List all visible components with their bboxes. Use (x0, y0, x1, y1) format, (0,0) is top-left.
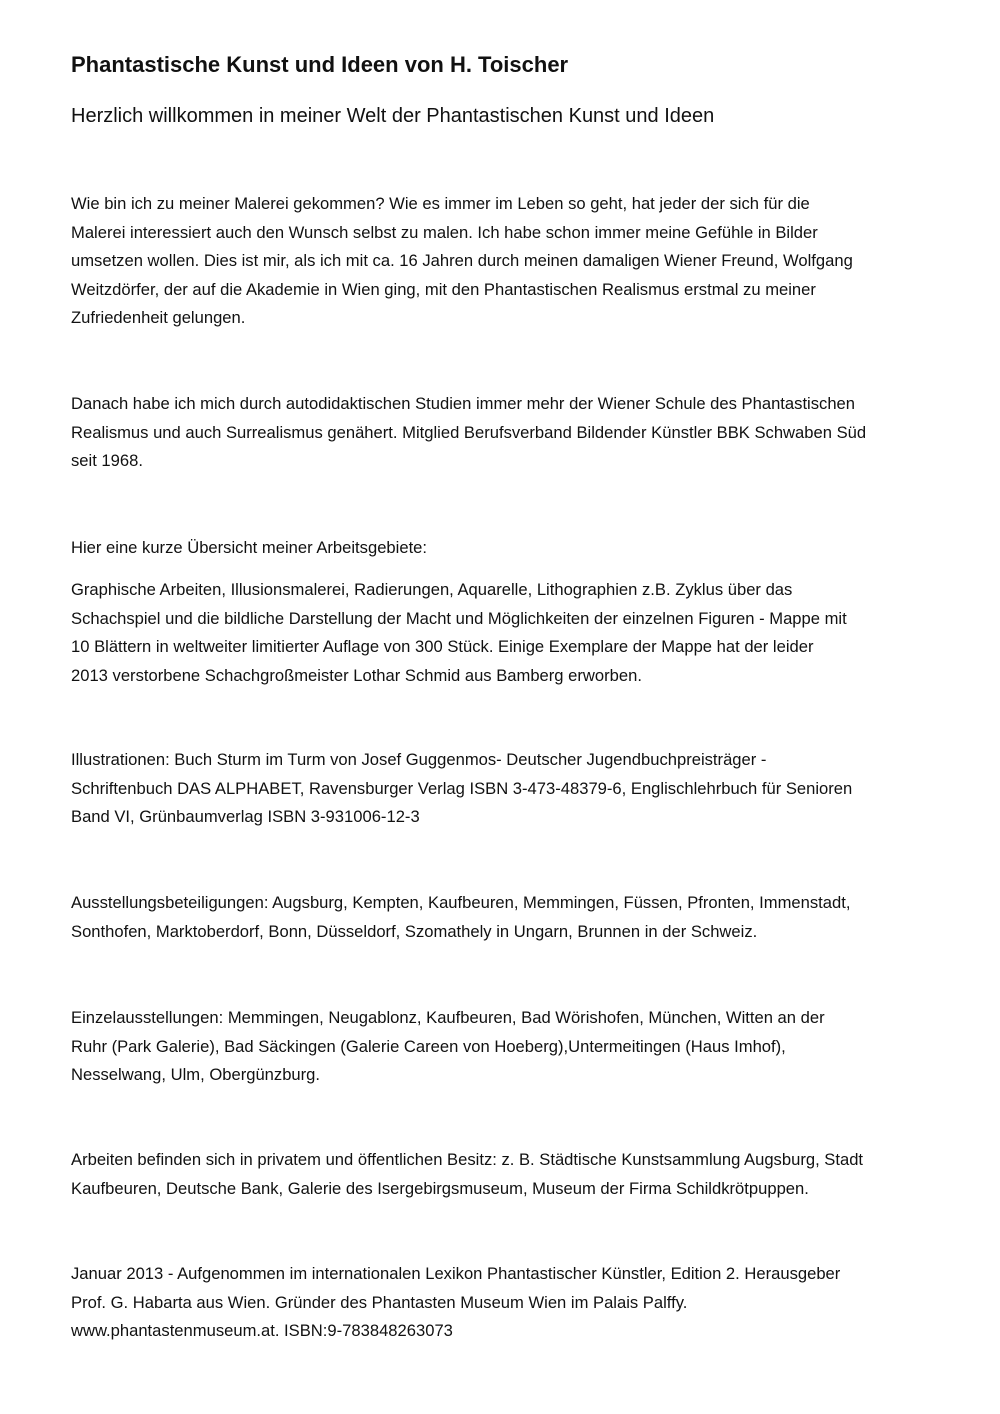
paragraph-line: Ruhr (Park Galerie), Bad Säckingen (Galerie Careen von Hoeberg),Untermeitingen (Haus Imhof), (71, 1036, 786, 1056)
paragraph-line: Kaufbeuren, Deutsche Bank, Galerie des Isergebirgsmuseum, Museum der Firma Schildkrötpuppen. (71, 1178, 809, 1198)
paragraph-line: Prof. G. Habarta aus Wien. Gründer des Phantasten Museum Wien im Palais Palffy. (71, 1292, 688, 1312)
paragraph-line: Danach habe ich mich durch autodidaktischen Studien immer mehr der Wiener Schule des Phantastischen (71, 394, 856, 413)
paragraph-overview-heading (71, 534, 427, 563)
paragraph-intro (71, 190, 853, 333)
paragraph-line: Zufriedenheit gelungen. (71, 308, 246, 327)
paragraph-line: 10 Blättern in weltweiter limitierter Auflage von 300 Stück. Einige Exemplare der Mappe hat der leider (71, 637, 814, 656)
paragraph-line: Schachspiel und die bildliche Darstellung der Macht und Möglichkeiten der einzelnen Figuren - Mappe mit (71, 608, 847, 628)
paragraph-illustrations (71, 746, 852, 832)
paragraph-line: Band VI, Grünbaumverlag ISBN 3-931006-12-3 (71, 807, 420, 826)
paragraph-line: Weitzdörfer, der auf die Akademie in Wien ging, mit den Phantastischen Realismus erstmal zu meiner (71, 279, 816, 299)
paragraph-solo-exhibitions (71, 1004, 825, 1090)
paragraph-line: Malerei interessiert auch den Wunsch selbst zu malen. Ich habe schon immer meine Gefühle in Bilder (71, 222, 818, 242)
paragraph-studies (71, 390, 866, 476)
paragraph-line: Hier eine kurze Übersicht meiner Arbeitsgebiete: (71, 538, 428, 557)
paragraph-line: seit 1968. (71, 451, 143, 470)
document-subtitle: Herzlich willkommen in meiner Welt der Phantastischen Kunst und Ideen (71, 105, 715, 127)
paragraph-lexicon (71, 1260, 840, 1346)
paragraph-line: Einzelausstellungen: Memmingen, Neugablonz, Kaufbeuren, Bad Wörishofen, München, Witten an der (71, 1008, 825, 1027)
paragraph-collections (71, 1146, 863, 1203)
paragraph-line: Januar 2013 - Aufgenommen im internationalen Lexikon Phantastischer Künstler, Edition 2. Herausgeber (71, 1264, 841, 1283)
paragraph-line: Illustrationen: Buch Sturm im Turm von Josef Guggenmos- Deutscher Jugendbuchpreisträger - (71, 750, 767, 769)
paragraph-line: umsetzen wollen. Dies ist mir, als ich mit ca. 16 Jahren durch meinen damaligen Wiener Freund, Wolfgang (71, 251, 853, 270)
paragraph-line: Ausstellungsbeteiligungen: Augsburg, Kempten, Kaufbeuren, Memmingen, Füssen, Pfronten, Immenstadt, (71, 893, 851, 912)
paragraph-line: Schriftenbuch DAS ALPHABET, Ravensburger Verlag ISBN 3-473-48379-6, Englischlehrbuch für Senioren (71, 778, 853, 798)
document-title: Phantastische Kunst und Ideen von H. Toischer (71, 52, 569, 77)
paragraph-line: Nesselwang, Ulm, Obergünzburg. (71, 1065, 321, 1084)
paragraph-works (71, 576, 847, 690)
paragraph-group-exhibitions (71, 889, 850, 946)
paragraph-line: Arbeiten befinden sich in privatem und öffentlichen Besitz: z. B. Städtische Kunstsammlung Augsburg, Stadt (71, 1150, 864, 1169)
paragraph-line: Realismus und auch Surrealismus genähert. Mitglied Berufsverband Bildender Künstler BBK Schwaben Süd (71, 422, 867, 442)
paragraph-line: www.phantastenmuseum.at. ISBN:9-783848263073 (71, 1321, 453, 1340)
paragraph-line: Wie bin ich zu meiner Malerei gekommen? Wie es immer im Leben so geht, hat jeder der sich für die (71, 194, 810, 213)
paragraph-line: Graphische Arbeiten, Illusionsmalerei, Radierungen, Aquarelle, Lithographien z.B. Zyklus über das (71, 580, 793, 599)
paragraph-line: Sonthofen, Marktoberdorf, Bonn, Düsseldorf, Szomathely in Ungarn, Brunnen in der Schweiz. (71, 921, 758, 941)
paragraph-line: 2013 verstorbene Schachgroßmeister Lothar Schmid aus Bamberg erworben. (71, 665, 642, 685)
